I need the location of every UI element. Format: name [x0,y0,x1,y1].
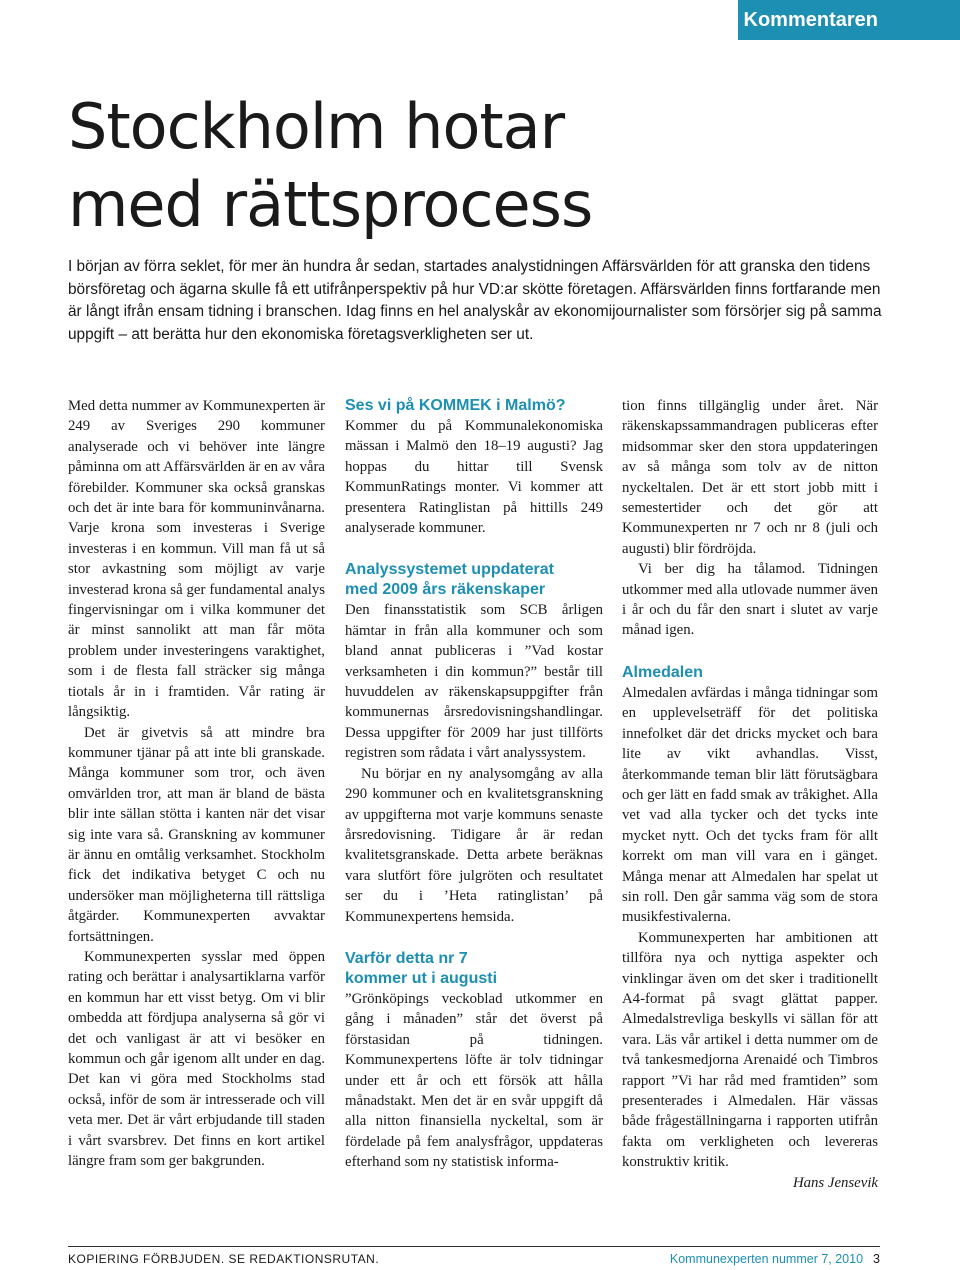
col1-paragraph-2: Det är givetvis så att mindre bra kommuner tjänar på att inte bli granskade. Många kommuner som tror, och även omvärlden tror, att man är bland de bästa blir inte sällan stötta i kanten när det visar sig inte vara så. Granskning av kommuner är ännu en omtålig verksamhet. Stockholm fick det indikativa betyget C och nu undersöker man möjligheterna till rättsliga åtgärder. Kommunexperten avvaktar fortsättningen. [68,724,325,945]
col2-paragraph-2: Den finansstatistik som SCB årligen hämtar in från alla kommuner och som bland annat publiceras i ”Vad kostar verksamheten i din kommun?” består till huvuddelen av räkenskapsuppgifter från kommunernas årsredovisningshandlingar. Dessa uppgifter för 2009 har just tillförts registren som rådata i vårt analyssystem. [345,602,603,762]
article-title [68,88,592,244]
heading-analyssystemet-line-1: Analyssystemet uppdaterat [345,561,554,579]
column-1 [68,396,325,1171]
col3-paragraph-4: Kommunexperten har ambitionen att tillföra nya och nyttiga aspekter och vinklingar även om det sker i traditionellt A4-format på svagt glättat papper. Almedalstrevliga beskylls vi sällan för att vara. Läs vår artikel i detta nummer om de två tankesmedjorna Arenaidé och Timbros rapport ”Vi har råd med framtiden” som presenterades i Almedalen. Här vässas både frågeställningarna i rapporten utifrån fakta om verkligheten och levereras konstruktiv kritik. [622,929,878,1171]
section-tag: Kommentaren [738,0,960,40]
footer-copyright: KOPIERING FÖRBJUDEN. SE REDAKTIONSRUTAN. [68,1252,380,1266]
signature: Hans Jensevik [792,1174,878,1191]
col3-paragraph-2: Vi ber dig ha tålamod. Tidningen utkommer med alla utlovade nummer även i år och du får den snart i slutet av varje månad igen. [622,561,878,639]
heading-analyssystemet [345,560,603,600]
column-3 [622,396,878,1193]
lead-paragraph: I början av förra seklet, för mer än hundra år sedan, startades analystidningen Affärsvärlden för att granska den tidens börsföretag och ägarna skulle få ett utifrånperspektiv på hur VD:ar skötte företagen. Affärsvärlden finns fortfarande men är långt ifrån ensam tidning i branschen. Idag finns en hel analyskår av ekonomijournalister som försörjer sig på samma uppgift – att berätta hur den ekonomiska företagsverkligheten ser ut. [68,258,882,343]
footer-publication [670,1252,880,1266]
heading-analyssystemet-line-2: med 2009 års räkenskaper [345,581,546,599]
col2-paragraph-3: Nu börjar en ny analysomgång av alla 290 kommuner och en kvalitetsgranskning av uppgifterna mot varje kommuns senaste årsredovisning. Tidigare år är redan kvalitetsgranskade. Detta arbete beräknas vara slutfört före julgröten och resultatet ser du i ’Heta ratinglistan’ på Kommunexpertens hemsida. [345,765,603,925]
heading-varfor-line-1: Varför detta nr 7 [345,949,468,967]
footer-brand: Kommunexperten nummer 7, 2010 [669,1252,864,1266]
col2-paragraph-4: ”Grönköpings veckoblad utkommer en gång i månaden” står det överst på förstasidan på tidningen. Kommunexpertens löfte är tolv tidningar under ett år och ett försök att hålla månadstakt. Men det är en svår uppgift då alla nitton finansiella nyckeltal, som är fördelade på fem analysfrågor, uppdateras efterhand som ny statistisk informa- [345,990,603,1171]
heading-varfor-line-2: kommer ut i augusti [345,969,498,987]
col1-paragraph-3: Kommunexperten sysslar med öppen rating och berättar i analysartiklarna varför en kommun har ett visst betyg. Om vi blir ombedda att fördjupa analyserna så gör vi det och vanligast är att vi besöker en kommun och går igenom allt under en dag. Det kan vi göra med Stockholms stad också, inför de som är intresserade och vill veta mer. Det är vårt erbjudande till staden i vårt svarsbrev. Det finns en kort artikel längre fram som ger bakgrunden. [68,948,325,1170]
col2-paragraph-1: Kommer du på Kommunalekonomiska mässan i Malmö den 18–19 augusti? Jag hoppas du hittar till Svensk KommunRatings monter. Vi kommer att presentera Ratinglistan på hittills 249 analyserade kommuner. [345,418,603,537]
title-line-1: Stockholm hotar [68,90,565,163]
col3-paragraph-1: tion finns tillgänglig under året. När räkenskapssammandragen publiceras efter midsommar sker den stora uppdateringen av så många som tolv av de nitton nyckeltalen. Det är ett stort jobb mitt i semestertider och det gör att Kommunexperten nr 7 och nr 8 (juli och augusti) blir fördröjda. [622,398,878,557]
heading-varfor [345,949,603,989]
heading-almedalen: Almedalen [622,663,703,681]
footer-divider [68,1246,880,1247]
column-2 [345,396,603,1173]
title-line-2: med rättsprocess [68,168,593,241]
col3-paragraph-3: Almedalen avfärdas i många tidningar som en upplevelseträff för det politiska innefolket där det dricks mycket och bara lite av vikt avhandlas. Visst, återkommande teman blir lätt förutsägbara och ger lätt en fadd smak av tråkighet. Alla vet vad alla tycker och det tycks inte mycket nytt. Och det tycks fram för allt korrekt om man vill vara en i gänget. Många menar att Almedalen har spelat ut sin roll. Den går samma väg som de stora musikfestivalerna. [622,684,878,926]
col1-paragraph-1: Med detta nummer av Kommunexperten är 249 av Sveriges 290 kommuner analyserade och vi behöver inte längre påminna om att Affärsvärlden är en av våra förebilder. Kommuner ska också granskas och det är inte bara för kommuninvånarna. Varje krona som investeras i Sverige investeras i en kommun. Vill man få ut så stor avkastning som möjligt av varje investerad krona så ger fundamental analys fingervisningar om i vilka kommuner det är minst sannolikt att man får möta problem under investeringens varaktighet, som i de flesta fall sträcker sig många tiotals år in i framtiden. Vår rating är långsiktig. [68,398,325,721]
page-number: 3 [873,1252,880,1266]
heading-kommek: Ses vi på KOMMEK i Malmö? [345,397,566,414]
